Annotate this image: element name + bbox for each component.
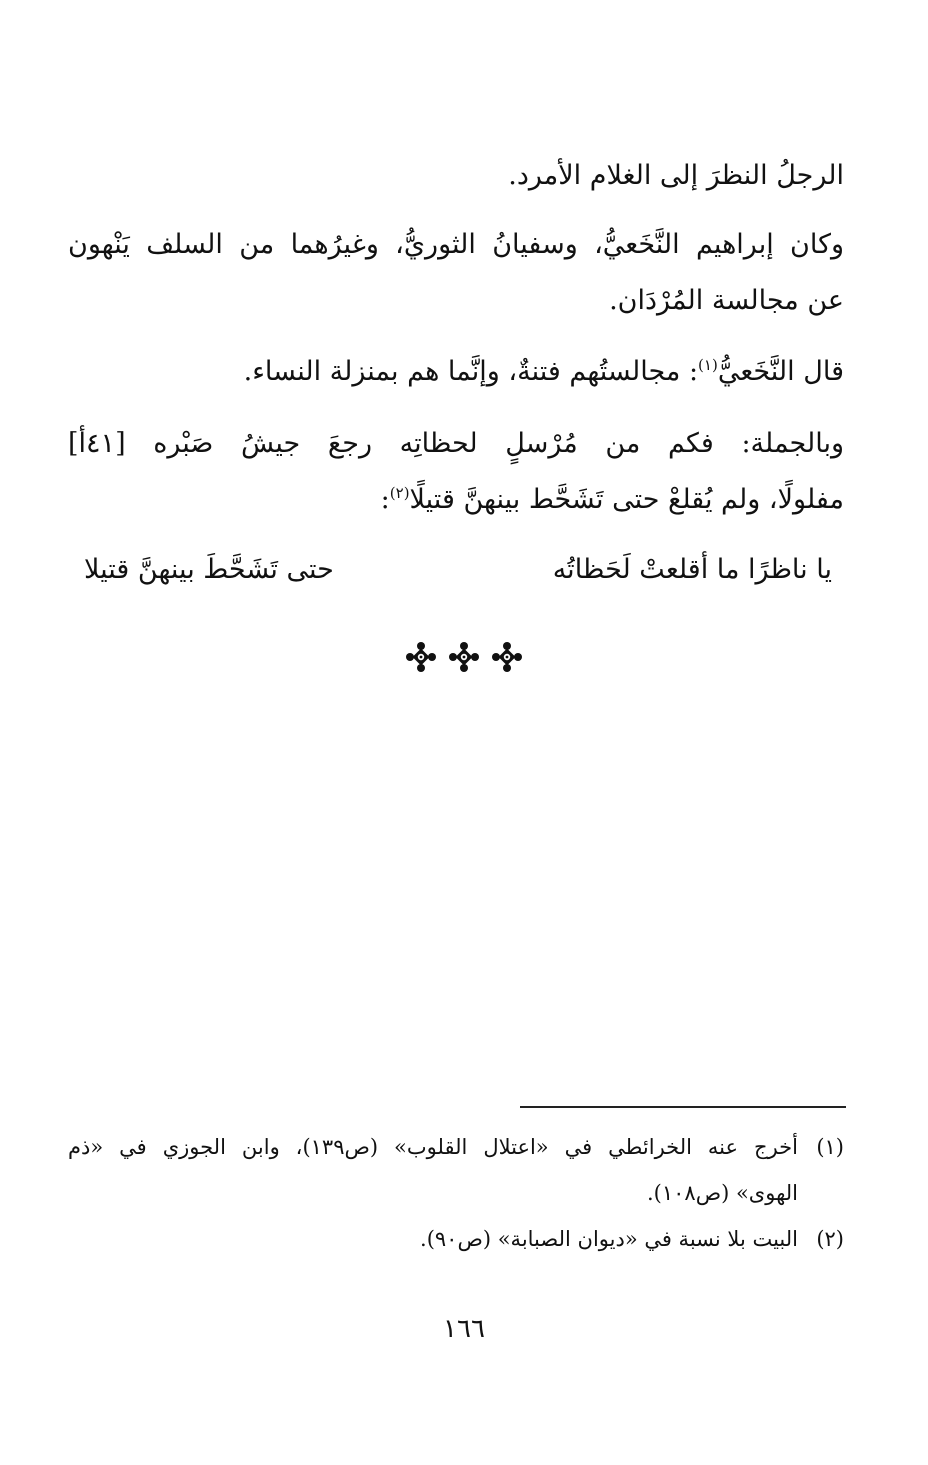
footnote-2-line-1 [68, 1222, 844, 1256]
footnote-1-line-1 [68, 1130, 844, 1164]
footnote-1-text: أخرج عنه الخرائطي في «اعتلال القلوب» (ص١٣٩)، وابن الجوزي في «ذم [68, 1135, 798, 1159]
paragraph-4-text-end: : [380, 484, 390, 515]
footnote-1-line-2: الهوى» (ص١٠٨). [646, 1181, 798, 1205]
footnote-ref-2[interactable]: (٢) [389, 484, 410, 502]
paragraph-2-line-2: عن مجالسة المُرْدَان. [609, 285, 844, 316]
footnote-2-text: البيت بلا نسبة في «ديوان الصبابة» (ص٩٠). [420, 1227, 798, 1251]
paragraph-1-line-1: الرجلُ النظرَ إلى الغلام الأمرد. [508, 160, 844, 191]
footnote-2-number: (٢) [816, 1227, 844, 1251]
paragraph-3-text-end: : مجالستُهم فتنةٌ، وإنَّما هم بمنزلة النساء. [243, 356, 699, 387]
paragraph-3-text-start: قال النَّخَعيُّ [717, 356, 844, 387]
verse-hemistich-2: حتى تَشَحَّطَ بينهنَّ قتيلا [84, 554, 334, 585]
page-number: ١٦٦ [443, 1314, 485, 1344]
section-ornament [0, 642, 928, 676]
footnote-divider [520, 1106, 846, 1108]
ornament-flower-icon [406, 642, 436, 672]
ornament-flower-icon [449, 642, 479, 672]
paragraph-2-line-1: وكان إبراهيم النَّخَعيُّ، وسفيانُ الثوريُّ، وغيرُهما من السلف يَنْهون [68, 229, 844, 260]
footnote-ref-1[interactable]: (١) [698, 356, 718, 374]
ornament-flower-icon [492, 642, 522, 672]
verse-hemistich-1: يا ناظرًا ما أقلعتْ لَحَظاتُه [552, 554, 832, 585]
paragraph-4-line-2 [68, 478, 844, 522]
paragraph-4-line-1: وبالجملة: فكم من مُرْسلٍ لحظاتِه رجعَ جيشُ صَبْره [٤١أ] [68, 428, 844, 459]
paragraph-4-text-start: مفلولًا، ولم يُقلعْ حتى تَشَحَّط بينهنَّ قتيلًا [409, 484, 844, 515]
paragraph-3-line-1 [68, 350, 844, 394]
footnote-1-number: (١) [816, 1135, 844, 1159]
